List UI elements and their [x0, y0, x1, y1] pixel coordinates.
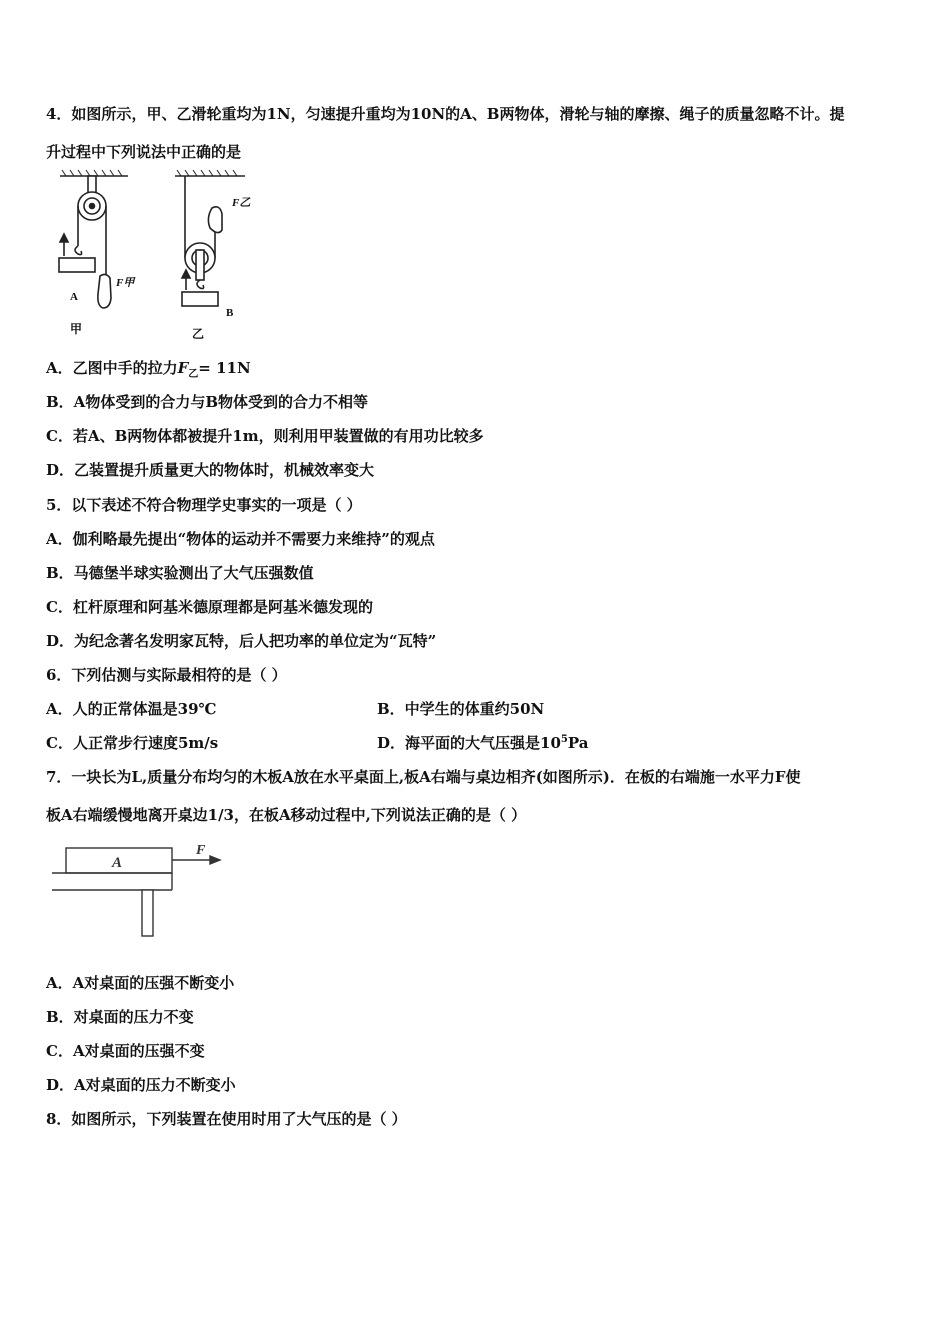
q4-option-d: D．乙装置提升质量更大的物体时，机械效率变大	[46, 461, 375, 479]
q4-fig-label-a: A	[70, 291, 78, 303]
q7-option-a: A．A对桌面的压强不断变小	[46, 974, 235, 992]
q7-option-b: B．对桌面的压力不变	[46, 1008, 194, 1026]
q4-option-b: B．A物体受到的合力与B物体受到的合力不相等	[46, 393, 368, 411]
q4-stem-line2: 升过程中下列说法中正确的是	[46, 143, 242, 161]
q6-option-d-exp: 5	[560, 734, 568, 745]
q7-option-c: C．A对桌面的压强不变	[46, 1042, 205, 1060]
q6-option-a: A．人的正常体温是39℃	[46, 700, 217, 718]
q4-option-a-value: = 11N	[198, 359, 251, 377]
q6-option-d-prefix: D．海平面的大气压强是10	[377, 734, 561, 752]
q6-option-c: C．人正常步行速度5m/s	[46, 734, 219, 752]
q4-option-a	[46, 357, 251, 380]
q4-option-c: C．若A、B两物体都被提升1m，则利用甲装置做的有用功比较多	[46, 427, 484, 445]
q7-option-d: D．A对桌面的压力不断变小	[46, 1076, 236, 1094]
q4-option-a-prefix: A．乙图中手的拉力	[46, 359, 178, 377]
q7-board-figure	[50, 836, 240, 946]
q4-fig-caption-yi: 乙	[192, 327, 205, 341]
q4-option-a-sub: 乙	[188, 369, 199, 380]
q5-option-b: B．马德堡半球实验测出了大气压强数值	[46, 564, 314, 582]
q7-stem-line1: 7．一块长为L,质量分布均匀的木板A放在水平桌面上,板A右端与桌边相齐(如图所示)．在板的右端施一水平力F使	[46, 768, 801, 786]
q5-option-d: D．为纪念著名发明家瓦特，后人把功率的单位定为“瓦特”	[46, 632, 437, 650]
q7-stem-line2: 板A右端缓慢地离开桌边1/3，在板A移动过程中,下列说法正确的是（ ）	[46, 806, 527, 824]
q4-fig-label-b: B	[226, 307, 234, 319]
q7-fig-force-label: F	[196, 843, 206, 858]
q4-option-a-force: F	[177, 359, 189, 377]
q4-pulley-figure	[50, 168, 280, 343]
q8-stem: 8．如图所示，下列装置在使用时用了大气压的是（ ）	[46, 1110, 407, 1128]
q4-fig-caption-jia: 甲	[70, 322, 83, 336]
q5-stem: 5．以下表述不符合物理学史事实的一项是（ ）	[46, 496, 362, 514]
q6-stem: 6．下列估测与实际最相符的是（ ）	[46, 666, 287, 684]
q5-option-c: C．杠杆原理和阿基米德原理都是阿基米德发现的	[46, 598, 373, 616]
q6-option-b: B．中学生的体重约50N	[377, 700, 545, 718]
q6-option-d-suffix: Pa	[567, 734, 589, 752]
q6-option-d	[377, 732, 588, 753]
q7-fig-board-label: A	[112, 855, 123, 871]
q4-fig-force-yi: F乙	[232, 197, 251, 209]
q4-stem-line1: 4．如图所示，甲、乙滑轮重均为1N，匀速提升重均为10N的A、B两物体，滑轮与轴的摩擦、绳子的质量忽略不计。提	[46, 105, 845, 123]
q4-fig-force-jia: F甲	[116, 277, 135, 289]
q5-option-a: A．伽利略最先提出“物体的运动并不需要力来维持”的观点	[46, 530, 435, 548]
